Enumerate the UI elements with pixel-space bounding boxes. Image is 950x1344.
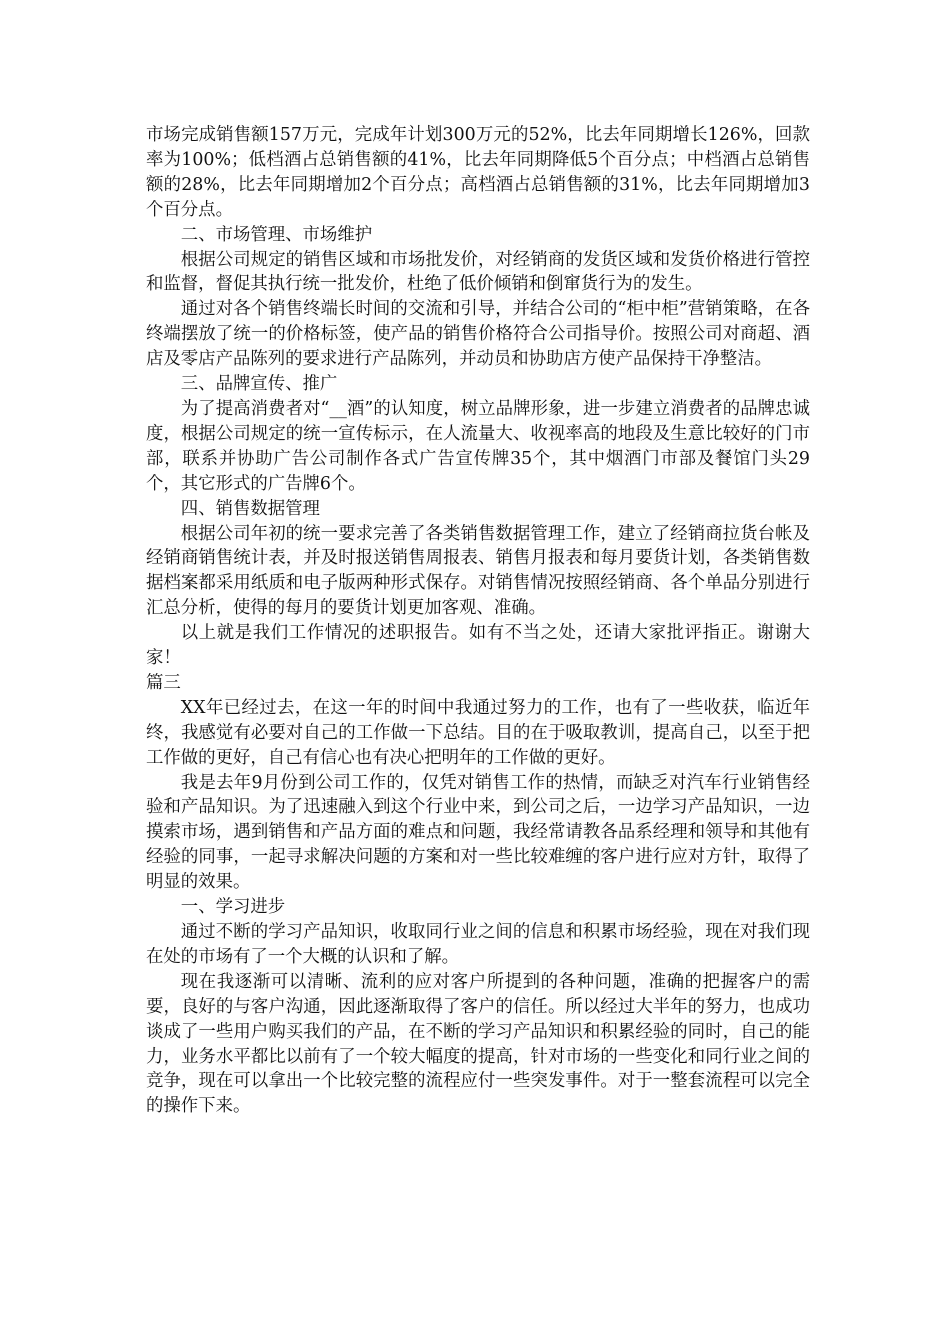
paragraph-joining-company: 我是去年9月份到公司工作的，仅凭对销售工作的热情，而缺乏对汽车行业销售经验和产品知识。为了迅速融入到这个行业中来，到公司之后，一边学习产品知识，一边摸索市场，遇到销售和产品方面的难点和问题，我经常请教各品系经理和领导和其他有经验的同事，一起寻求解决问题的方案和对一些比较难缠的客户进行应对方针，取得了明显的效果。: [146, 772, 810, 893]
paragraph-year-review: XX年已经过去，在这一年的时间中我通过努力的工作，也有了一些收获，临近年终，我感觉有必要对自己的工作做一下总结。目的在于吸取教训，提高自己，以至于把工作做的更好，自己有信心也有决心把明年的工作做的更好。: [146, 697, 810, 768]
heading-learning-progress: 一、学习进步: [180, 897, 286, 918]
paragraph-sales-summary: 市场完成销售额157万元，完成年计划300万元的52%，比去年同期增长126%，回款率为100%；低档酒占总销售额的41%，比去年同期降低5个百分点；中档酒占总销售额的28%，比去年同期增加2个百分点；高档酒占总销售额的31%，比去年同期增加3个百分点。: [146, 125, 810, 220]
paragraph-market-knowledge: 通过不断的学习产品知识，收取同行业之间的信息和积累市场经验，现在对我们现在处的市场有了一个大概的认识和了解。: [146, 922, 810, 967]
heading-market-management: 二、市场管理、市场维护: [180, 224, 373, 245]
paragraph-terminal-display: 通过对各个销售终端长时间的交流和引导，并结合公司的“柜中柜”营销策略，在各终端摆放了统一的价格标签，使产品的销售价格符合公司指导价。按照公司对商超、酒店及零店产品陈列的要求进行产品陈列，并动员和协助店方使产品保持干净整洁。: [146, 299, 810, 370]
document-page: [146, 123, 810, 1119]
heading-brand-promotion: 三、品牌宣传、推广: [180, 374, 338, 395]
paragraph-price-control: 根据公司规定的销售区域和市场批发价，对经销商的发货区域和发货价格进行管控和监督，督促其执行统一批发价，杜绝了低价倾销和倒窜货行为的发生。: [146, 249, 810, 295]
paragraph-sales-data: 根据公司年初的统一要求完善了各类销售数据管理工作，建立了经销商拉货台帐及经销商销售统计表，并及时报送销售周报表、销售月报表和每月要货计划，各类销售数据档案都采用纸质和电子版两种形式保存。对销售情况按照经销商、各个单品分别进行汇总分析，使得的每月的要货计划更加客观、准确。: [146, 523, 810, 619]
paragraph-closing: 以上就是我们工作情况的述职报告。如有不当之处，还请大家批评指正。谢谢大家！: [146, 623, 810, 669]
paragraph-customer-handling: 现在我逐渐可以清晰、流利的应对客户所提到的各种问题，准确的把握客户的需要，良好的与客户沟通，因此逐渐取得了客户的信任。所以经过大半年的努力，也成功谈成了一些用户购买我们的产品，在不断的学习产品知识和积累经验的同时，自己的能力，业务水平都比以前有了一个较大幅度的提高，针对市场的一些变化和同行业之间的竞争，现在可以拿出一个比较完整的流程应付一些突发事件。对于一整套流程可以完全的操作下来。: [146, 971, 810, 1117]
section-title-part-three: 篇三: [146, 672, 181, 693]
heading-sales-data: 四、销售数据管理: [180, 498, 320, 519]
paragraph-brand-promotion: 为了提高消费者对“__酒”的认知度，树立品牌形象，进一步建立消费者的品牌忠诚度，根据公司规定的统一宣传标示，在人流量大、收视率高的地段及生意比较好的门市部，联系并协助广告公司制作各式广告宣传牌35个，其中烟酒门市部及餐馆门头29个，其它形式的广告牌6个。: [146, 398, 810, 494]
